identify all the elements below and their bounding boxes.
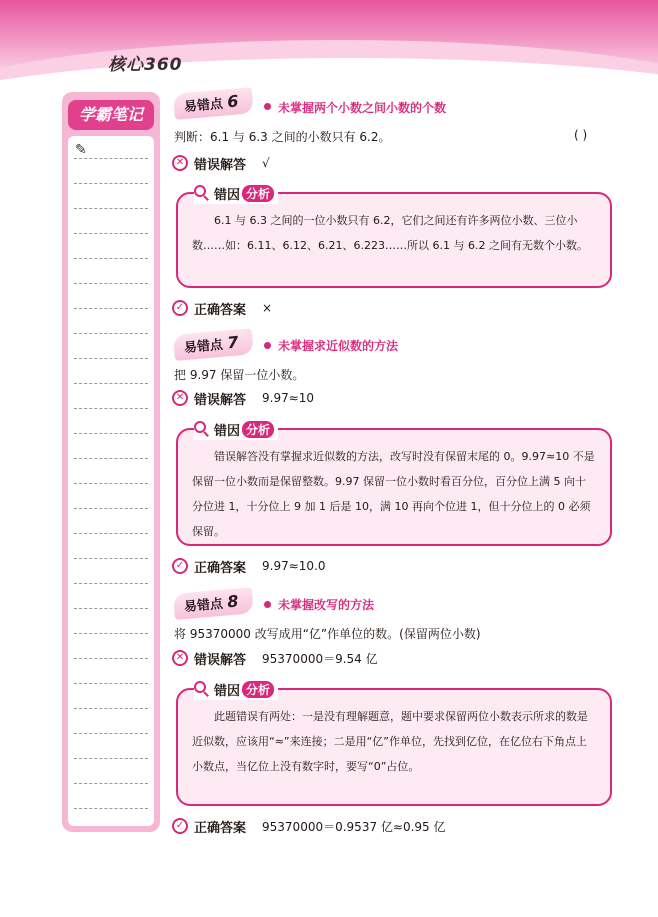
note-line — [74, 458, 148, 459]
brand-logo: 核心360 — [108, 55, 183, 75]
analysis-heading — [194, 182, 278, 204]
wrong-answer-value: 9.97≈10 — [262, 391, 315, 405]
note-line — [74, 508, 148, 509]
note-line — [74, 733, 148, 734]
cause-label: 错因 — [214, 423, 241, 439]
note-line — [74, 283, 148, 284]
cross-icon: ✕ — [172, 650, 188, 666]
check-icon: ✓ — [172, 818, 188, 834]
analysis-box — [176, 192, 612, 288]
magnifier-icon — [194, 681, 210, 697]
note-line — [74, 183, 148, 184]
tag-label: 易错点 — [183, 337, 224, 357]
tag-label: 易错点 — [183, 596, 224, 616]
tag-dot — [264, 342, 271, 349]
analysis-box — [176, 428, 612, 546]
analysis-label: 分析 — [242, 185, 274, 202]
check-icon: ✓ — [172, 300, 188, 316]
page-header — [0, 0, 658, 84]
section-title: 未掌握改写的方法 — [278, 598, 375, 612]
note-line — [74, 533, 148, 534]
notes-title: 学霸笔记 — [68, 100, 154, 130]
note-line — [74, 633, 148, 634]
wrong-answer-value: √ — [262, 156, 270, 170]
note-line — [74, 808, 148, 809]
analysis-text: 6.1 与 6.3 之间的一位小数只有 6.2，它们之间还有许多两位小数、三位小数……如：6.11、6.12、6.21、6.223……所以 6.1 与 6.2 之间有无数个小数。 — [192, 214, 588, 252]
note-line — [74, 308, 148, 309]
correct-answer-label: 正确答案 — [194, 302, 247, 318]
note-line — [74, 583, 148, 584]
mistake-tag-6 — [173, 87, 254, 120]
correct-answer-value: 9.97≈10.0 — [262, 559, 326, 573]
question-text: 判断：6.1 与 6.3 之间的小数只有 6.2。 — [174, 130, 391, 144]
note-line — [74, 333, 148, 334]
note-line — [74, 658, 148, 659]
analysis-label: 分析 — [242, 421, 274, 438]
tag-dot — [264, 601, 271, 608]
cause-label: 错因 — [214, 187, 241, 203]
note-line — [74, 408, 148, 409]
cross-icon: ✕ — [172, 390, 188, 406]
correct-answer-row — [172, 816, 446, 836]
question-text: 将 95370000 改写成用“亿”作单位的数。(保留两位小数) — [174, 627, 481, 641]
note-line — [74, 483, 148, 484]
note-line — [74, 258, 148, 259]
tag-number: 7 — [226, 332, 240, 353]
note-line — [74, 683, 148, 684]
wrong-answer-row — [172, 153, 270, 173]
correct-answer-value: 95370000＝0.9537 亿≈0.95 亿 — [262, 819, 446, 834]
notes-sidebar — [62, 92, 160, 832]
notes-paper — [68, 136, 154, 826]
wrong-answer-label: 错误解答 — [194, 392, 247, 408]
magnifier-icon — [194, 185, 210, 201]
analysis-box — [176, 688, 612, 806]
note-line — [74, 608, 148, 609]
wrong-answer-label: 错误解答 — [194, 157, 247, 173]
analysis-heading — [194, 678, 278, 700]
note-line — [74, 558, 148, 559]
question-text: 把 9.97 保留一位小数。 — [174, 368, 305, 382]
correct-answer-row — [172, 298, 272, 318]
correct-answer-value: × — [262, 301, 273, 315]
mistake-tag-7 — [173, 328, 254, 361]
wrong-answer-row — [172, 388, 314, 408]
mistake-tag-8 — [173, 587, 254, 620]
note-line — [74, 208, 148, 209]
tag-number: 6 — [226, 91, 240, 112]
note-line — [74, 708, 148, 709]
correct-answer-row — [172, 556, 326, 576]
analysis-text: 此题错误有两处：一是没有理解题意，题中要求保留两位小数表示所求的数是近似数，应该用“≈”来连接；二是用“亿”作单位，先找到亿位，在亿位右下角点上小数点，当亿位上没有数字时，要写“0”占位。 — [192, 710, 588, 773]
correct-answer-label: 正确答案 — [194, 820, 247, 836]
magnifier-icon — [194, 421, 210, 437]
note-line — [74, 358, 148, 359]
note-line — [74, 233, 148, 234]
note-line — [74, 158, 148, 159]
tag-number: 8 — [226, 591, 240, 612]
note-line — [74, 433, 148, 434]
tag-label: 易错点 — [183, 96, 224, 116]
section-title: 未掌握两个小数之间小数的个数 — [278, 101, 447, 115]
wrong-answer-label: 错误解答 — [194, 652, 247, 668]
section-title: 未掌握求近似数的方法 — [278, 339, 399, 353]
wrong-answer-row — [172, 648, 378, 668]
correct-answer-label: 正确答案 — [194, 560, 247, 576]
cause-label: 错因 — [214, 683, 241, 699]
analysis-label: 分析 — [242, 681, 274, 698]
note-line — [74, 758, 148, 759]
wrong-answer-value: 95370000＝9.54 亿 — [262, 651, 378, 666]
check-icon: ✓ — [172, 558, 188, 574]
analysis-heading — [194, 418, 278, 440]
tag-dot — [264, 103, 271, 110]
analysis-text: 错误解答没有掌握求近似数的方法，改写时没有保留末尾的 0。9.97≈10 不是保留一位小数而是保留整数。9.97 保留一位小数时看百分位，百分位上满 5 向十分位进 1，十分位上 9 加 1 后是 10，满 10 再向个位进 1，但十分位上的 0 必须保留。 — [192, 450, 595, 538]
note-line — [74, 383, 148, 384]
answer-parentheses: ( ) — [574, 128, 588, 142]
note-line — [74, 783, 148, 784]
pencil-icon: ✎ — [75, 142, 87, 158]
cross-icon: ✕ — [172, 155, 188, 171]
